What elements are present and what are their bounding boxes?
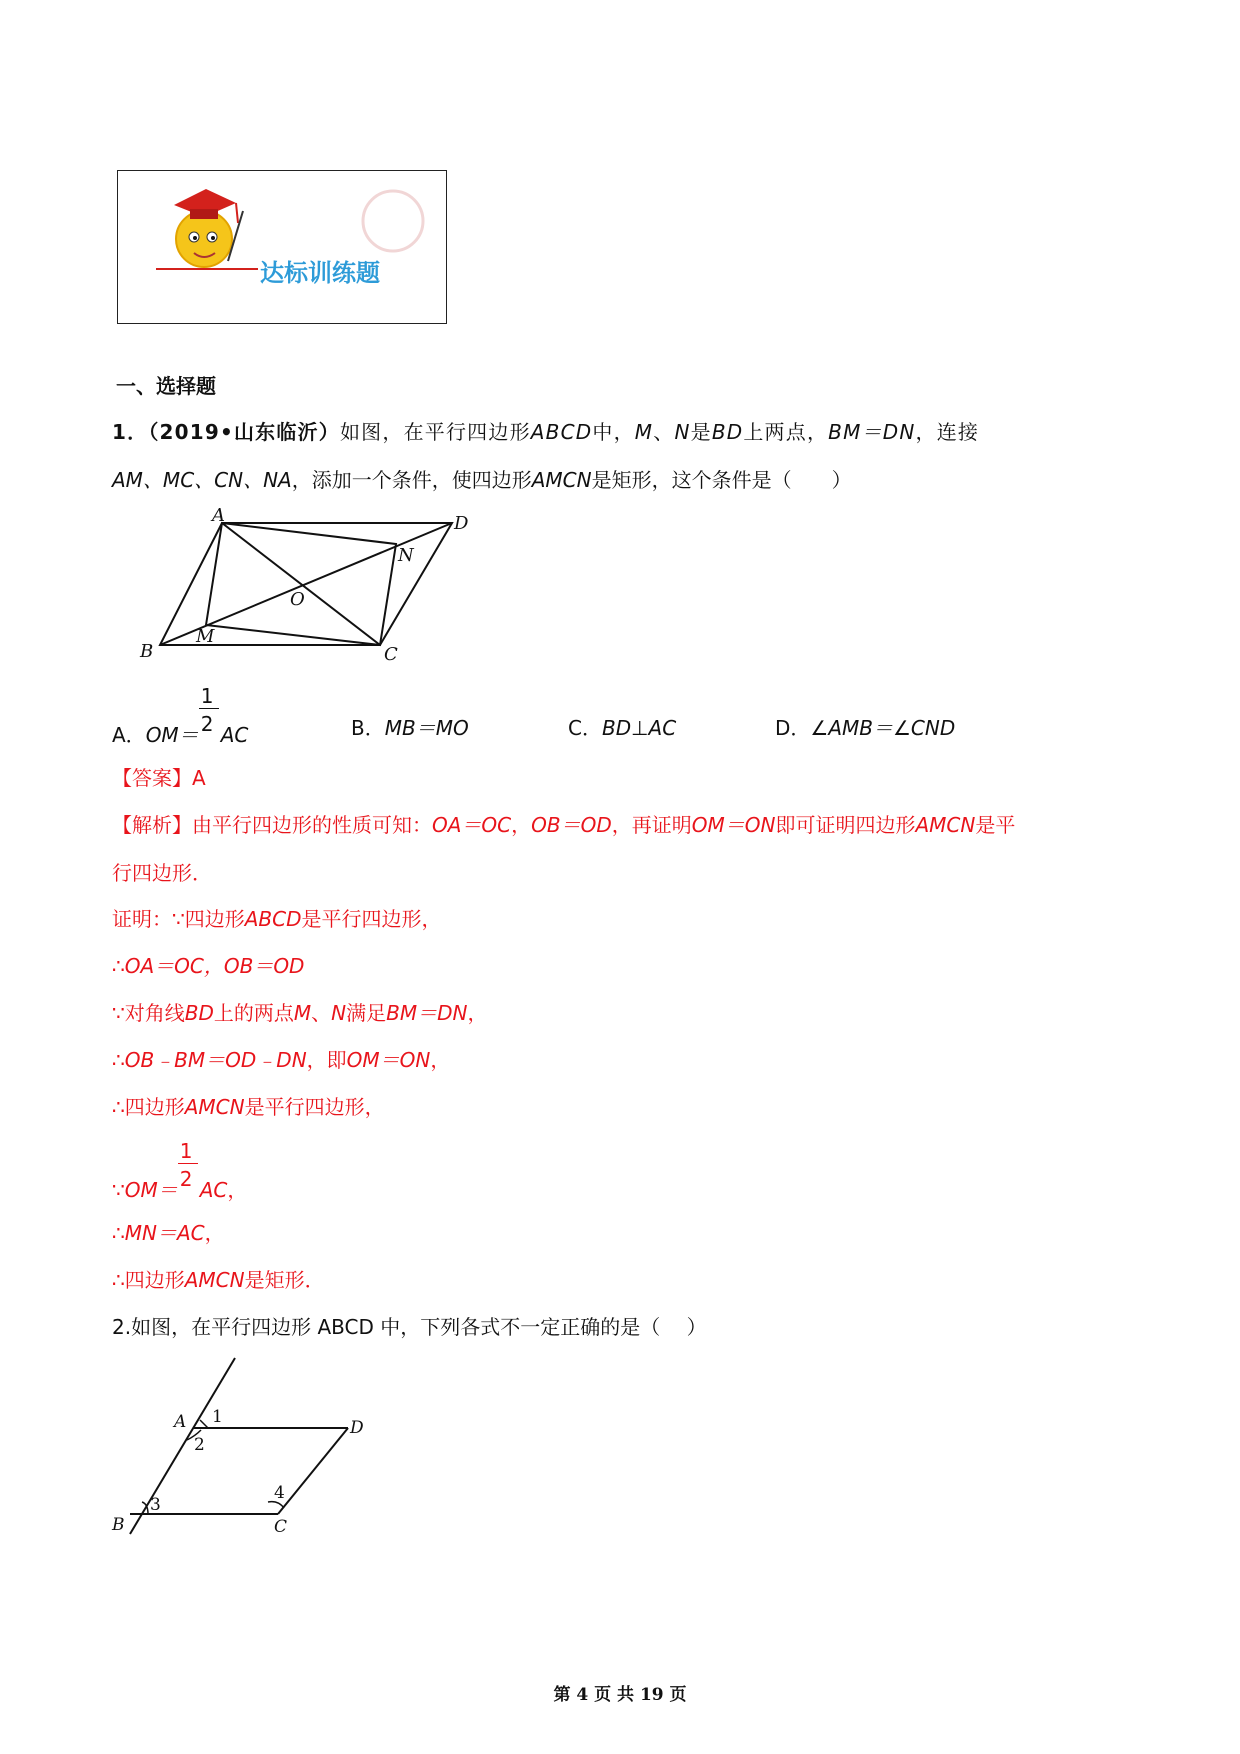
proof-formula: BM＝DN [386, 1001, 468, 1025]
analysis-label: 【解析】 [112, 813, 192, 837]
analysis-formula: OB＝OD [531, 813, 612, 837]
proof-text: ∴四边形 [112, 1268, 185, 1292]
section-banner [117, 170, 447, 324]
q1-var: AM、MC、CN、NA [112, 468, 292, 492]
option-text: OM＝ [145, 723, 199, 747]
figure-label: D [454, 513, 469, 534]
proof-text: ∴四边形 [112, 1095, 185, 1119]
proof-text: 、 [311, 1001, 332, 1025]
proof-text: 是平行四边形， [244, 1095, 385, 1119]
q1-option-d[interactable] [775, 714, 955, 742]
proof-line [112, 1046, 450, 1074]
proof-line [112, 1266, 325, 1294]
analysis-text: 即可证明四边形 [775, 813, 916, 837]
fraction-denominator: 2 [200, 712, 214, 736]
q1-text: 如图，在平行四边形 [339, 420, 531, 444]
proof-formula: ∴OB﹣BM＝OD﹣DN [112, 1048, 307, 1072]
option-text: AC [220, 723, 249, 747]
option-prefix: C． [568, 716, 602, 740]
proof-text: 满足 [346, 1001, 387, 1025]
proof-line [112, 1093, 385, 1121]
proof-formula: ABCD [244, 907, 302, 931]
q1-analysis-line2: 行四边形． [112, 861, 212, 885]
proof-text: 是平行四边形， [301, 907, 442, 931]
proof-text: 上的两点 [213, 1001, 294, 1025]
q1-answer: 【答案】A [112, 766, 206, 790]
q1-stem-line2 [112, 466, 852, 494]
analysis-text: ，再证明 [611, 813, 692, 837]
figure-label: N [398, 545, 414, 566]
proof-formula: M [293, 1001, 312, 1025]
q1-option-b[interactable] [351, 714, 469, 742]
q1-var: BD [711, 420, 744, 444]
q1-figure [130, 505, 490, 675]
q1-var: AMCN [531, 468, 592, 492]
proof-text: 证明：∵四边形 [112, 907, 245, 931]
figure-label: 3 [150, 1495, 161, 1515]
fraction-denominator: 2 [179, 1167, 193, 1191]
proof-formula: AC [199, 1178, 228, 1202]
q1-source: （2019•山东临沂） [148, 420, 340, 444]
figure-label: C [274, 1517, 288, 1537]
proof-text: 是矩形． [244, 1268, 325, 1292]
proof-text: ， [467, 1001, 488, 1025]
analysis-text: 由平行四边形的性质可知： [192, 813, 432, 837]
q1-text: ，连接 [915, 420, 980, 444]
figure-label: O [290, 589, 305, 610]
fraction [178, 1139, 200, 1197]
fraction [199, 684, 221, 742]
figure-label: A [212, 505, 225, 526]
q1-text: 是矩形，这个条件是（ ） [591, 468, 852, 492]
figure-label: B [140, 641, 154, 662]
proof-text: ， [430, 1048, 451, 1072]
q1-text: 、 [653, 420, 675, 444]
proof-formula: ∵OM＝ [112, 1178, 178, 1202]
q1-number: 1． [112, 420, 149, 444]
figure-label: 1 [212, 1407, 223, 1427]
proof-formula: AMCN [184, 1095, 245, 1119]
figure-label: A [174, 1412, 187, 1432]
option-text: ∠AMB＝∠CND [810, 716, 956, 740]
figure-label: D [350, 1418, 364, 1438]
banner-mascot-icon [118, 171, 448, 325]
q1-option-c[interactable] [568, 714, 676, 742]
q1-var: ABCD [530, 420, 593, 444]
proof-line [112, 1139, 248, 1204]
proof-line [112, 905, 442, 933]
q1-text: 上两点， [743, 420, 829, 444]
fraction-numerator: 1 [179, 1139, 193, 1163]
analysis-formula: OA＝OC [432, 813, 512, 837]
q1-text: 是 [690, 420, 712, 444]
proof-text: ∵对角线 [112, 1001, 185, 1025]
option-text: BD⊥AC [601, 716, 677, 740]
option-prefix: B． [351, 716, 385, 740]
option-text: MB＝MO [384, 716, 469, 740]
banner-title: 达标训练题 [260, 259, 380, 287]
figure-label: 4 [274, 1483, 285, 1503]
q2-stem: 2.如图，在平行四边形 ABCD 中，下列各式不一定正确的是（ ） [112, 1315, 707, 1339]
q1-option-a[interactable] [112, 684, 249, 749]
q1-var: N [674, 420, 691, 444]
proof-text: ， [227, 1178, 248, 1202]
q2-figure [108, 1350, 388, 1540]
figure-label: C [384, 644, 398, 665]
q1-stem-line1 [112, 418, 979, 446]
analysis-formula: OM＝ON [691, 813, 776, 837]
q1-text: 中， [592, 420, 635, 444]
proof-formula: OM＝ON [346, 1048, 431, 1072]
fraction-numerator: 1 [200, 684, 214, 708]
proof-formula: BD [184, 1001, 214, 1025]
q1-var: M [634, 420, 654, 444]
q1-analysis-line1 [112, 811, 1015, 839]
proof-line [112, 1219, 225, 1247]
proof-text: ，即 [306, 1048, 347, 1072]
proof-line: ∴OA＝OC，OB＝OD [112, 954, 305, 978]
section-heading: 一、选择题 [116, 374, 216, 398]
analysis-text: ， [511, 813, 532, 837]
q1-var: BM＝DN [828, 420, 916, 444]
proof-text: ， [204, 1221, 225, 1245]
option-prefix: D． [775, 716, 811, 740]
option-prefix: A． [112, 723, 146, 747]
proof-formula: N [331, 1001, 347, 1025]
proof-formula: AMCN [184, 1268, 245, 1292]
figure-label: B [112, 1515, 125, 1535]
proof-line [112, 999, 487, 1027]
figure-label: M [196, 626, 215, 647]
q1-text: ，添加一个条件，使四边形 [291, 468, 532, 492]
proof-formula: ∴MN＝AC [112, 1221, 205, 1245]
figure-label: 2 [194, 1435, 205, 1455]
analysis-formula: AMCN [915, 813, 976, 837]
page-footer: 第 4 页 共 19 页 [553, 1685, 687, 1705]
analysis-text: 是平 [975, 813, 1016, 837]
